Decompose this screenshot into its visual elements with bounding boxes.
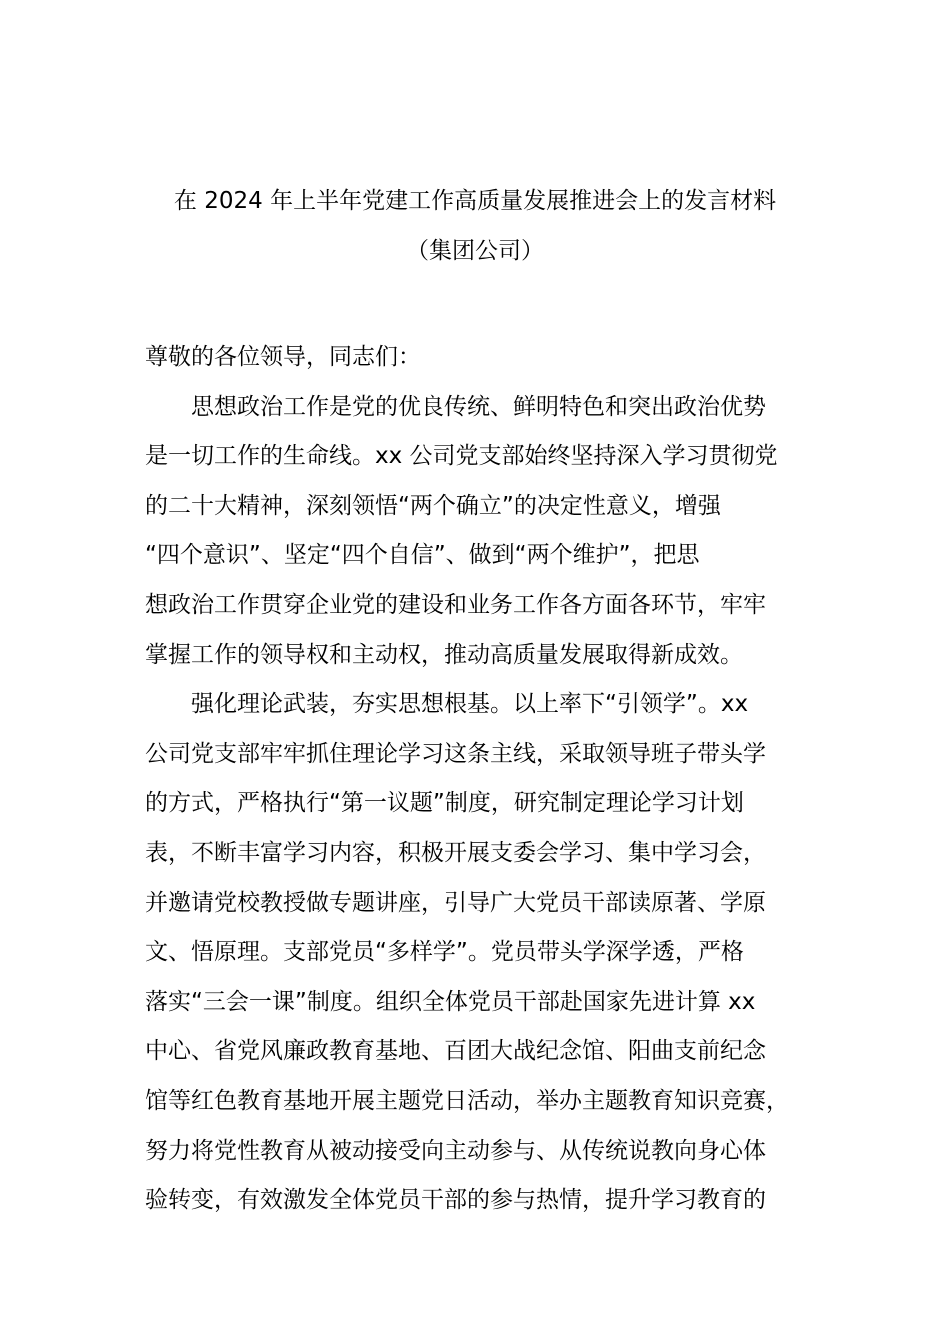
body-line: 中心、省党风廉政教育基地、百团大战纪念馆、阳曲支前纪念 [145,1038,766,1065]
document-body [145,333,815,1226]
body-line: 的二十大精神，深刻领悟“两个确立”的决定性意义，增强 [145,492,721,519]
body-line: 的方式，严格执行“第一议题”制度，研究制定理论学习计划 [145,790,744,817]
salutation-line: 尊敬的各位领导，同志们： [145,344,421,370]
body-line: 并邀请党校教授做专题讲座，引导广大党员干部读原著、学原 [145,889,766,916]
document-title: 在 2024 年上半年党建工作高质量发展推进会上的发言材料 [173,188,777,214]
body-line: 是一切工作的生命线。xx 公司党支部始终坚持深入学习贯彻党 [145,443,778,470]
body-line: 掌握工作的领导权和主动权，推动高质量发展取得新成效。 [145,641,743,668]
body-line: 文、悟原理。支部党员“多样学”。党员带头学深学透，严格 [145,939,744,966]
body-line: 验转变，有效激发全体党员干部的参与热情，提升学习教育的 [145,1187,766,1214]
body-line: “四个意识”、坚定“四个自信”、做到“两个维护”，把思 [145,542,700,569]
body-line: 努力将党性教育从被动接受向主动参与、从传统说教向身心体 [145,1137,766,1164]
body-line: 落实“三会一课”制度。组织全体党员干部赴国家先进计算 xx [145,988,756,1015]
body-line: 思想政治工作是党的优良传统、鲜明特色和突出政治优势 [145,393,766,420]
body-line: 公司党支部牢牢抓住理论学习这条主线，采取领导班子带头学 [145,740,766,767]
body-line: 强化理论武装，夯实思想根基。以上率下“引领学”。xx [145,691,749,718]
body-line: 表，不断丰富学习内容，积极开展支委会学习、集中学习会， [145,839,766,866]
body-line: 馆等红色教育基地开展主题党日活动，举办主题教育知识竞赛， [145,1087,789,1114]
document-subtitle: （集团公司） [406,238,544,264]
body-line: 想政治工作贯穿企业党的建设和业务工作各方面各环节，牢牢 [145,591,766,618]
